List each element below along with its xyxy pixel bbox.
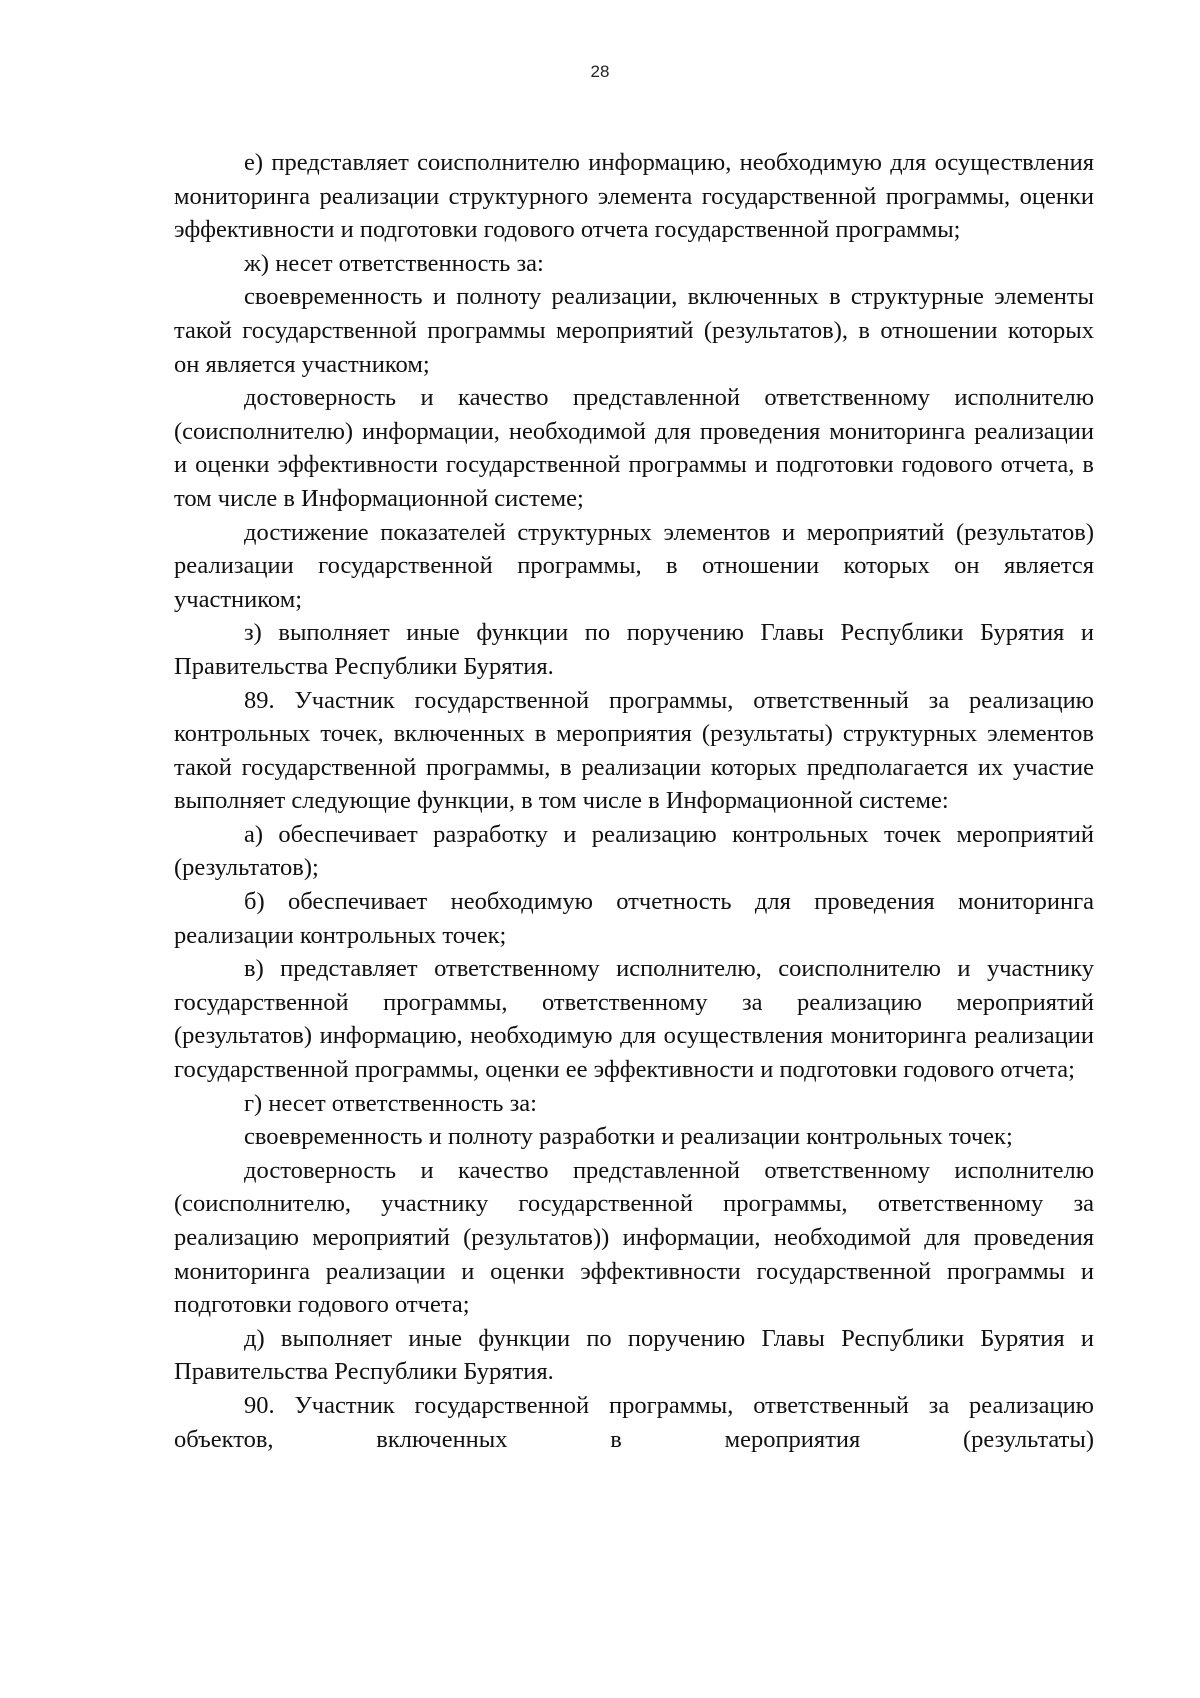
- paragraph-control-points: своевременность и полноту разработки и реализации контрольных точек;: [244, 1123, 1013, 1151]
- paragraph-90: 90. Участник государственной программы, ответственный за реализацию объектов, включенных в мероприятия (результаты): [174, 1391, 1094, 1453]
- paragraph-b: б) обеспечивает необходимую отчетность для проведения мониторинга реализации контрольных точек;: [174, 888, 1094, 949]
- paragraph-timeliness: своевременность и полноту реализации, включенных в структурные элементы такой государственной программы мероприятий (результатов), в отношении которых он является участником;: [174, 283, 1094, 378]
- paragraph-89: 89. Участник государственной программы, ответственный за реализацию контрольных точек, включенных в мероприятия (результаты) структурных элементов такой государственной программы, в реализации которых предполагается их участие выполняет следующие функции, в том числе в Информационной системе:: [174, 686, 1094, 815]
- paragraph-indicators: достижение показателей структурных элементов и мероприятий (результатов) реализации государственной программы, в отношении которых он является участником;: [174, 518, 1094, 613]
- paragraph-reliability: достоверность и качество представленной ответственному исполнителю (соисполнителю) информации, необходимой для проведения мониторинга реализации и оценки эффективности государственной программы и подготовки годового отчета, в том числе в Информационной системе;: [174, 384, 1094, 512]
- paragraph-d: д) выполняет иные функции по поручению Главы Республики Бурятия и Правительства Республики Бурятия.: [174, 1324, 1094, 1386]
- paragraph-e: е) представляет соисполнителю информацию, необходимую для осуществления мониторинга реализации структурного элемента государственной программы, оценки эффективности и подготовки годового отчета государственной программы;: [174, 149, 1094, 244]
- document-body: [174, 146, 1094, 1456]
- paragraph-reliability-2: достоверность и качество представленной ответственному исполнителю (соисполнителю, участнику государственной программы, ответственному за реализацию мероприятий (результатов)) информации, необходимой для проведения мониторинга реализации и оценки эффективности государственной программы и подготовки годового отчета;: [174, 1156, 1094, 1319]
- page-number: 28: [590, 62, 610, 81]
- paragraph-z: з) выполняет иные функции по поручению Главы Республики Бурятия и Правительства Республики Бурятия.: [174, 619, 1094, 680]
- paragraph-a: а) обеспечивает разработку и реализацию контрольных точек мероприятий (результатов);: [174, 820, 1094, 882]
- paragraph-v: в) представляет ответственному исполнителю, соисполнителю и участнику государственной программы, ответственному за реализацию мероприятий (результатов) информацию, необходимую для осуществления мониторинга реализации государственной программы, оценки ее эффективности и подготовки годового отчета;: [174, 955, 1094, 1084]
- paragraph-g: г) несет ответственность за:: [244, 1089, 537, 1117]
- paragraph-zh: ж) несет ответственность за:: [244, 249, 544, 277]
